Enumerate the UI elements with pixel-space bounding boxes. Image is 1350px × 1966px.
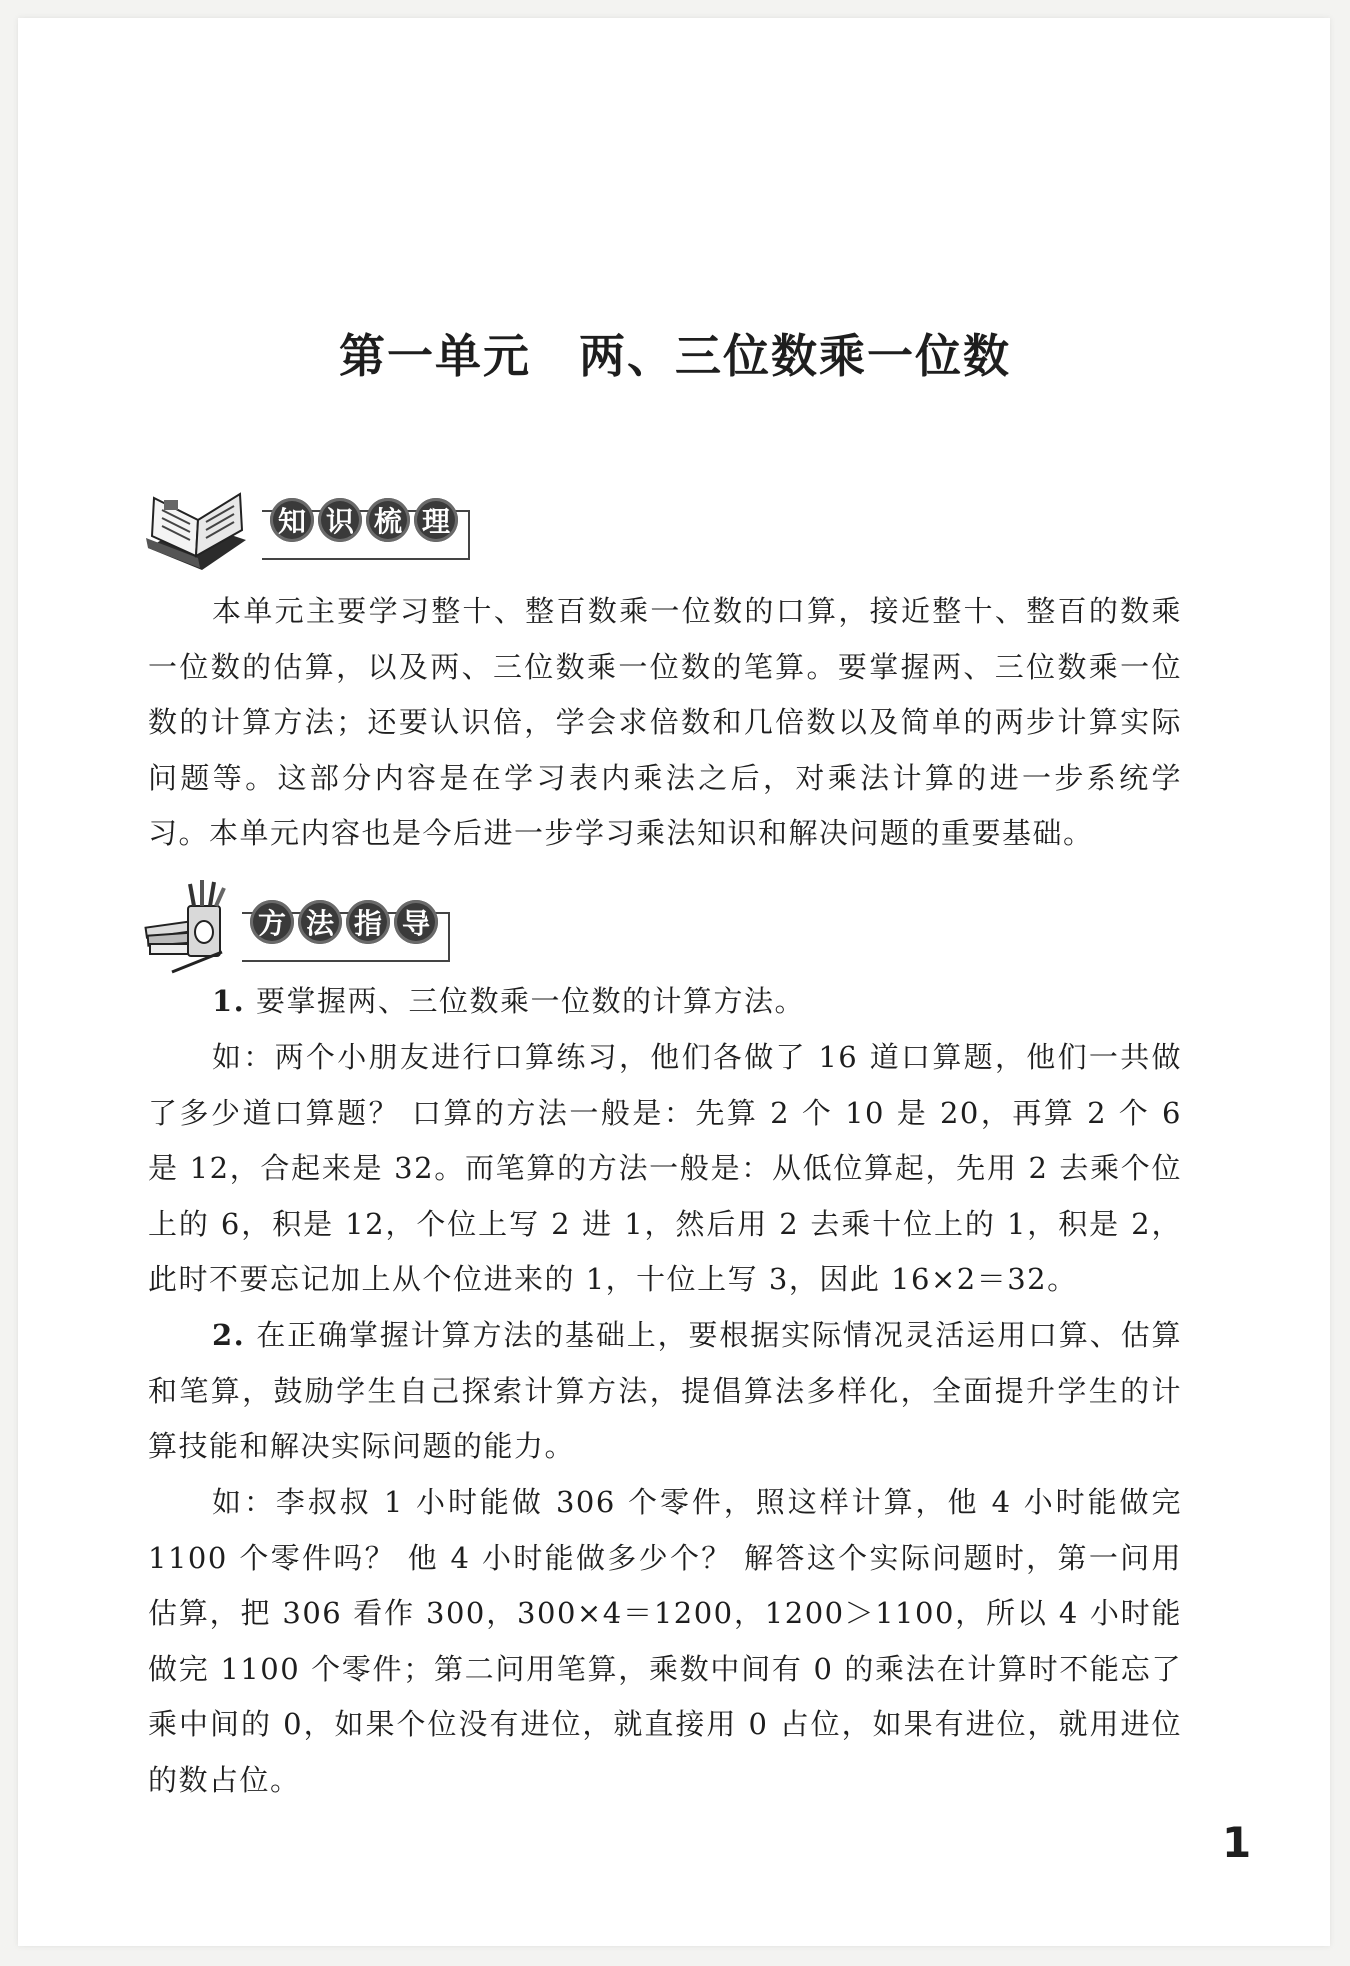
heading-char: 理 — [414, 498, 458, 542]
heading-badges — [270, 498, 458, 542]
heading-char: 指 — [346, 900, 390, 944]
heading-char: 方 — [250, 900, 294, 944]
method-item-2 — [148, 1308, 1182, 1475]
heading-char: 法 — [298, 900, 342, 944]
heading-char: 导 — [394, 900, 438, 944]
example-1-paragraph: 如：两个小朋友进行口算练习，他们各做了 16 道口算题，他们一共做了多少道口算题？ 口算的方法一般是：先算 2 个 10 是 20，再算 2 个 6 是 12，合起来是 32。而笔算的方法一般是：从低位算起，先用 2 去乘个位上的 6，积是 12，个位上写 2 进 1，然后用 2 去乘十位上的 1，积是 2，此时不要忘记加上从个位进来的 1，十位上写 3，因此 16×2＝32。 — [148, 1040, 1182, 1296]
item-text: 要掌握两、三位数乘一位数的计算方法。 — [256, 984, 806, 1018]
section-heading-knowledge — [142, 478, 472, 588]
section1-paragraph: 本单元主要学习整十、整百数乘一位数的口算，接近整十、整百的数乘一位数的估算，以及两、三位数乘一位数的笔算。要掌握两、三位数乘一位数的计算方法；还要认识倍，学会求倍数和几倍数以及简单的两步计算实际问题等。这部分内容是在学习表内乘法之后，对乘法计算的进一步系统学习。本单元内容也是今后进一步学习乘法知识和解决问题的重要基础。 — [148, 594, 1182, 850]
page-title: 第一单元 两、三位数乘一位数 — [339, 329, 1011, 383]
item-text: 在正确掌握计算方法的基础上，要根据实际情况灵活运用口算、估算和笔算，鼓励学生自己探索计算方法，提倡算法多样化，全面提升学生的计算技能和解决实际问题的能力。 — [148, 1318, 1182, 1463]
method-item-1 — [148, 974, 1182, 1030]
item-number: 1. — [212, 984, 246, 1018]
books-and-pencils-icon — [142, 876, 242, 976]
heading-badges — [250, 900, 438, 944]
item-number: 2. — [212, 1318, 246, 1352]
open-book-icon — [142, 478, 252, 588]
example-2-paragraph: 如：李叔叔 1 小时能做 306 个零件，照这样计算，他 4 小时能做完 1100 个零件吗？ 他 4 小时能做多少个？ 解答这个实际问题时，第一问用估算，把 306 看作 300，300×4＝1200，1200＞1100，所以 4 小时能做完 1100 个零件；第二问用笔算，乘数中间有 0 的乘法在计算时不能忘了乘中间的 0，如果个位没有进位，就直接用 0 占位，如果有进位，就用进位的数占位。 — [148, 1485, 1182, 1797]
heading-char: 梳 — [366, 498, 410, 542]
heading-char: 知 — [270, 498, 314, 542]
heading-char: 识 — [318, 498, 362, 542]
section-heading-method — [142, 876, 452, 986]
page-number: 1 — [1222, 1818, 1252, 1867]
